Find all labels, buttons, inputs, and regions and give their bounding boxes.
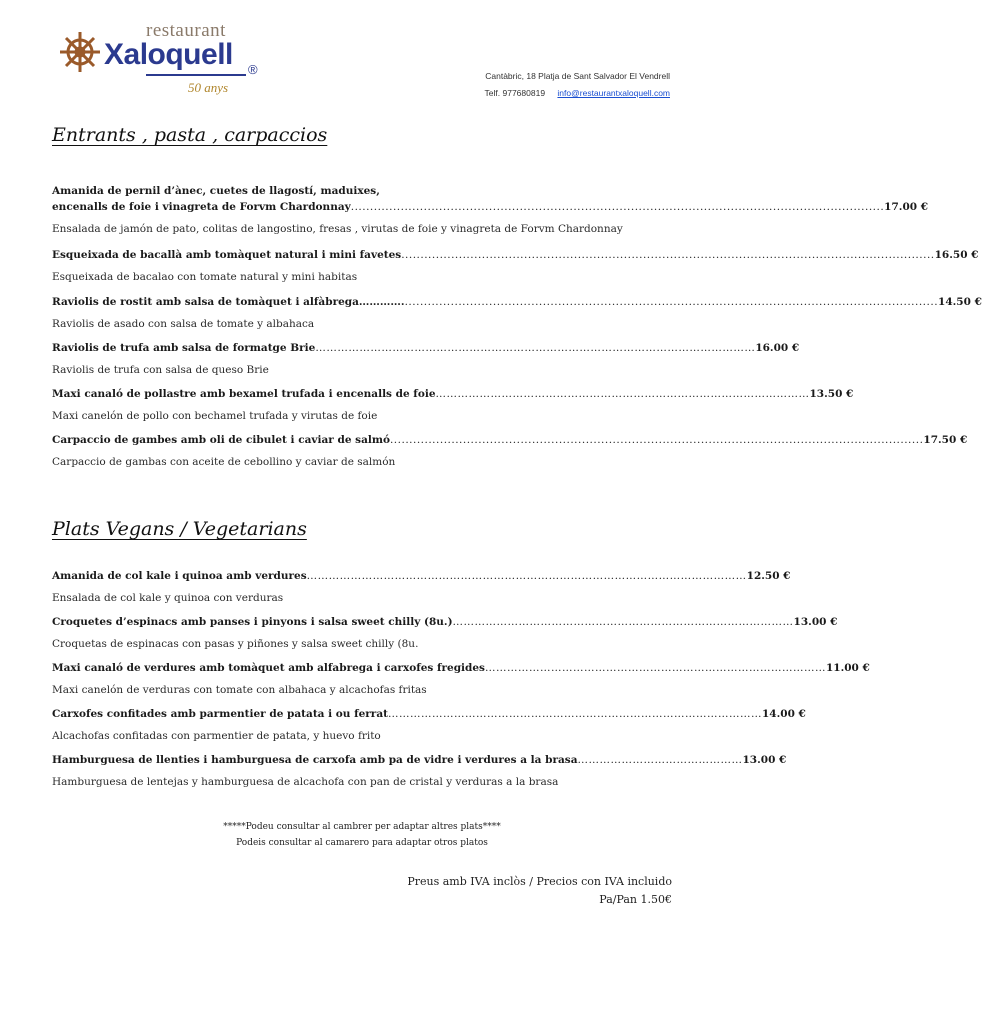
item-price: 13.50 € — [809, 388, 854, 400]
item-line — [52, 568, 791, 584]
item-price: 16.50 € — [934, 249, 979, 261]
ship-wheel-icon — [58, 30, 102, 74]
item-price: 16.00 € — [755, 342, 800, 354]
item-name: Esqueixada de bacallà amb tomàquet natural i mini favetes — [52, 249, 402, 261]
item-line — [52, 294, 982, 310]
dot-leader: ........................................................................................................................................... — [404, 296, 939, 308]
logo-restaurant-text: restaurant — [146, 20, 226, 41]
address: Cantàbric, 18 Platja de Sant Salvador El Vendrell — [485, 71, 670, 81]
item-description: Raviolis de asado con salsa de tomate y albahaca — [52, 318, 315, 330]
item-name: Maxi canaló de pollastre amb bexamel trufada i encenalls de foie — [52, 388, 436, 400]
item-description: Ensalada de col kale y quinoa con verduras — [52, 592, 284, 604]
item-description: Raviolis de trufa con salsa de queso Brie — [52, 364, 269, 376]
item-line — [52, 660, 870, 676]
item-price: 11.00 € — [825, 662, 870, 674]
menu-item — [52, 294, 982, 332]
section-title-vegan: Plats Vegans / Vegetarians — [52, 518, 307, 540]
menu-item — [52, 706, 806, 744]
dot-leader: ........................................................................................................................................... — [401, 249, 935, 261]
item-price: 12.50 € — [746, 570, 791, 582]
menu-item — [52, 752, 787, 790]
section-title-entrants: Entrants , pasta , carpaccios — [52, 124, 328, 146]
item-line — [52, 199, 929, 215]
dot-leader: ………………………………………………………………………………………………………… — [306, 570, 747, 582]
phone-email-line — [485, 85, 670, 102]
item-description: Maxi canelón de pollo con bechamel trufada y virutas de foie — [52, 410, 378, 422]
dot-leader: ……………………………………… — [577, 754, 743, 766]
menu-item — [52, 340, 800, 378]
item-line — [52, 752, 787, 768]
item-name: Carxofes confitades amb parmentier de patata i ou ferrat — [52, 708, 388, 720]
item-description: Ensalada de jamón de pato, colitas de langostino, fresas , virutas de foie y vinagreta de Forvm Chardonnay — [52, 223, 623, 235]
dot-leader: ........................................................................................................................................... — [389, 434, 924, 446]
adapt-note-spanish: Podeis consultar al camarero para adaptar otros platos — [236, 838, 488, 848]
item-name: Amanida de col kale i quinoa amb verdures — [52, 570, 307, 582]
vat-note: Preus amb IVA inclòs / Precios con IVA incluido — [407, 875, 672, 888]
item-description: Carpaccio de gambas con aceite de cebollino y caviar de salmón — [52, 456, 396, 468]
item-price: 14.50 € — [938, 296, 982, 308]
item-price: 13.00 € — [793, 616, 838, 628]
item-name: Hamburguesa de llenties i hamburguesa de carxofa amb pa de vidre i verdures a la brasa — [52, 754, 578, 766]
item-name-line1: Amanida de pernil d’ànec, cuetes de llagostí, maduixes, — [52, 185, 380, 197]
item-line — [52, 247, 979, 263]
price-info — [407, 873, 672, 909]
item-price: 13.00 € — [742, 754, 787, 766]
menu-item — [52, 660, 870, 698]
dot-leader: ........................................................................................................................................... — [350, 201, 885, 213]
item-line — [52, 386, 854, 402]
item-name: Raviolis de trufa amb salsa de formatge Brie — [52, 342, 316, 354]
menu-item — [52, 183, 929, 237]
item-name: Maxi canaló de verdures amb tomàquet amb alfabrega i carxofes fregides — [52, 662, 485, 674]
dot-leader: ………………………………………………………………………………………… — [435, 388, 810, 400]
item-line — [52, 706, 806, 722]
menu-item — [52, 432, 968, 470]
item-description: Esqueixada de bacalao con tomate natural y mini habitas — [52, 271, 358, 283]
item-name: Carpaccio de gambes amb oli de cibulet i caviar de salmó — [52, 434, 390, 446]
menu-item — [52, 614, 838, 652]
item-line — [52, 614, 838, 630]
item-line — [52, 340, 800, 356]
logo-underline — [146, 74, 246, 76]
menu-item — [52, 247, 979, 285]
logo-brand-name: Xaloquell — [104, 38, 233, 71]
item-description: Hamburguesa de lentejas y hamburguesa de alcachofa con pan de cristal y verduras a la brasa — [52, 776, 559, 788]
item-name: Raviolis de rostit amb salsa de tomàquet i alfàbrega…………. — [52, 296, 405, 308]
registered-mark: ® — [248, 62, 258, 77]
item-description: Maxi canelón de verduras con tomate con albahaca y alcachofas fritas — [52, 684, 427, 696]
item-line — [52, 432, 968, 448]
email-link[interactable]: info@restaurantxaloquell.com — [557, 88, 670, 98]
logo-anniversary: 50 anys — [188, 80, 229, 95]
item-price: 17.00 € — [884, 201, 929, 213]
dot-leader: ………………………………………………………………………………………… — [388, 708, 762, 720]
item-description: Alcachofas confitadas con parmentier de patata, y huevo frito — [52, 730, 381, 742]
dot-leader: ………………………………………………………………………………………………………… — [315, 342, 756, 354]
dot-leader: ………………………………………………………………………………… — [452, 616, 794, 628]
contact-block — [485, 68, 670, 102]
restaurant-logo — [58, 18, 278, 98]
item-description: Croquetas de espinacas con pasas y piñones y salsa sweet chilly (8u. — [52, 638, 419, 650]
phone: Telf. 977680819 — [484, 88, 546, 98]
menu-item — [52, 568, 791, 606]
item-price: 14.00 € — [762, 708, 806, 720]
menu-item — [52, 386, 854, 424]
adapt-note-catalan: *****Podeu consultar al cambrer per adaptar altres plats**** — [223, 822, 501, 832]
item-name: encenalls de foie i vinagreta de Forvm Chardonnay — [52, 201, 351, 213]
item-name: Croquetes d’espinacs amb panses i pinyons i salsa sweet chilly (8u.) — [52, 616, 453, 628]
bread-price: Pa/Pan 1.50€ — [599, 893, 672, 906]
item-price: 17.50 € — [923, 434, 968, 446]
dot-leader: ………………………………………………………………………………… — [484, 662, 826, 674]
